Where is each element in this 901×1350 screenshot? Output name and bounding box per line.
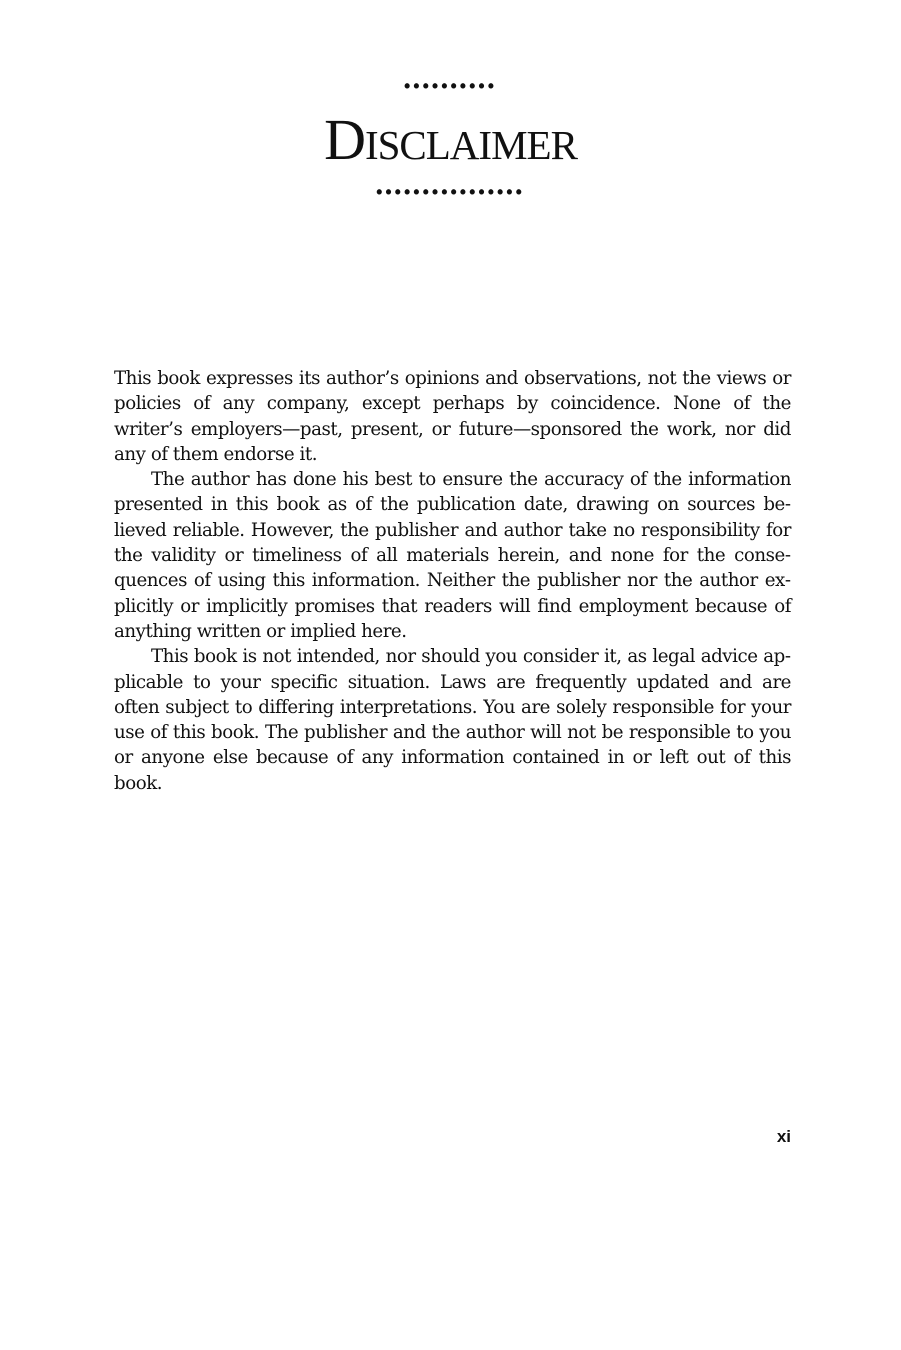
disclaimer-body xyxy=(114,366,791,796)
title-bottom-ornament: •••••••••••••••• xyxy=(376,182,525,202)
paragraph-accuracy: The author has done his best to ensure the accuracy of the information presented in this book as of the publication date, drawing on sources believed reliable. However, the publisher and author take no responsibility for the validity or timeliness of all materials herein, and none for the consequences of using this information. Neither the publisher nor the author explicitly or implicitly promises that readers will find employment because of anything written or implied here. xyxy=(114,469,791,642)
title-top-ornament: •••••••••• xyxy=(403,76,498,96)
paragraph-opinions: This book expresses its author’s opinions and observations, not the views or policies of any company, except perhaps by coincidence. None of the writer’s employers—past, present, or future—sponsored the work, nor did any of them endorse it. xyxy=(114,368,791,465)
paragraph-legal-advice: This book is not intended, nor should you consider it, as legal advice applicable to your specific situation. Laws are frequently updated and are often subject to differing interpretations. You are solely responsible for your use of this book. The publisher and the author will not be responsible to you or anyone else because of any information contained in or left out of this book. xyxy=(114,646,791,794)
page-number: xi xyxy=(776,1127,791,1146)
page-title: Disclaimer xyxy=(324,107,577,172)
